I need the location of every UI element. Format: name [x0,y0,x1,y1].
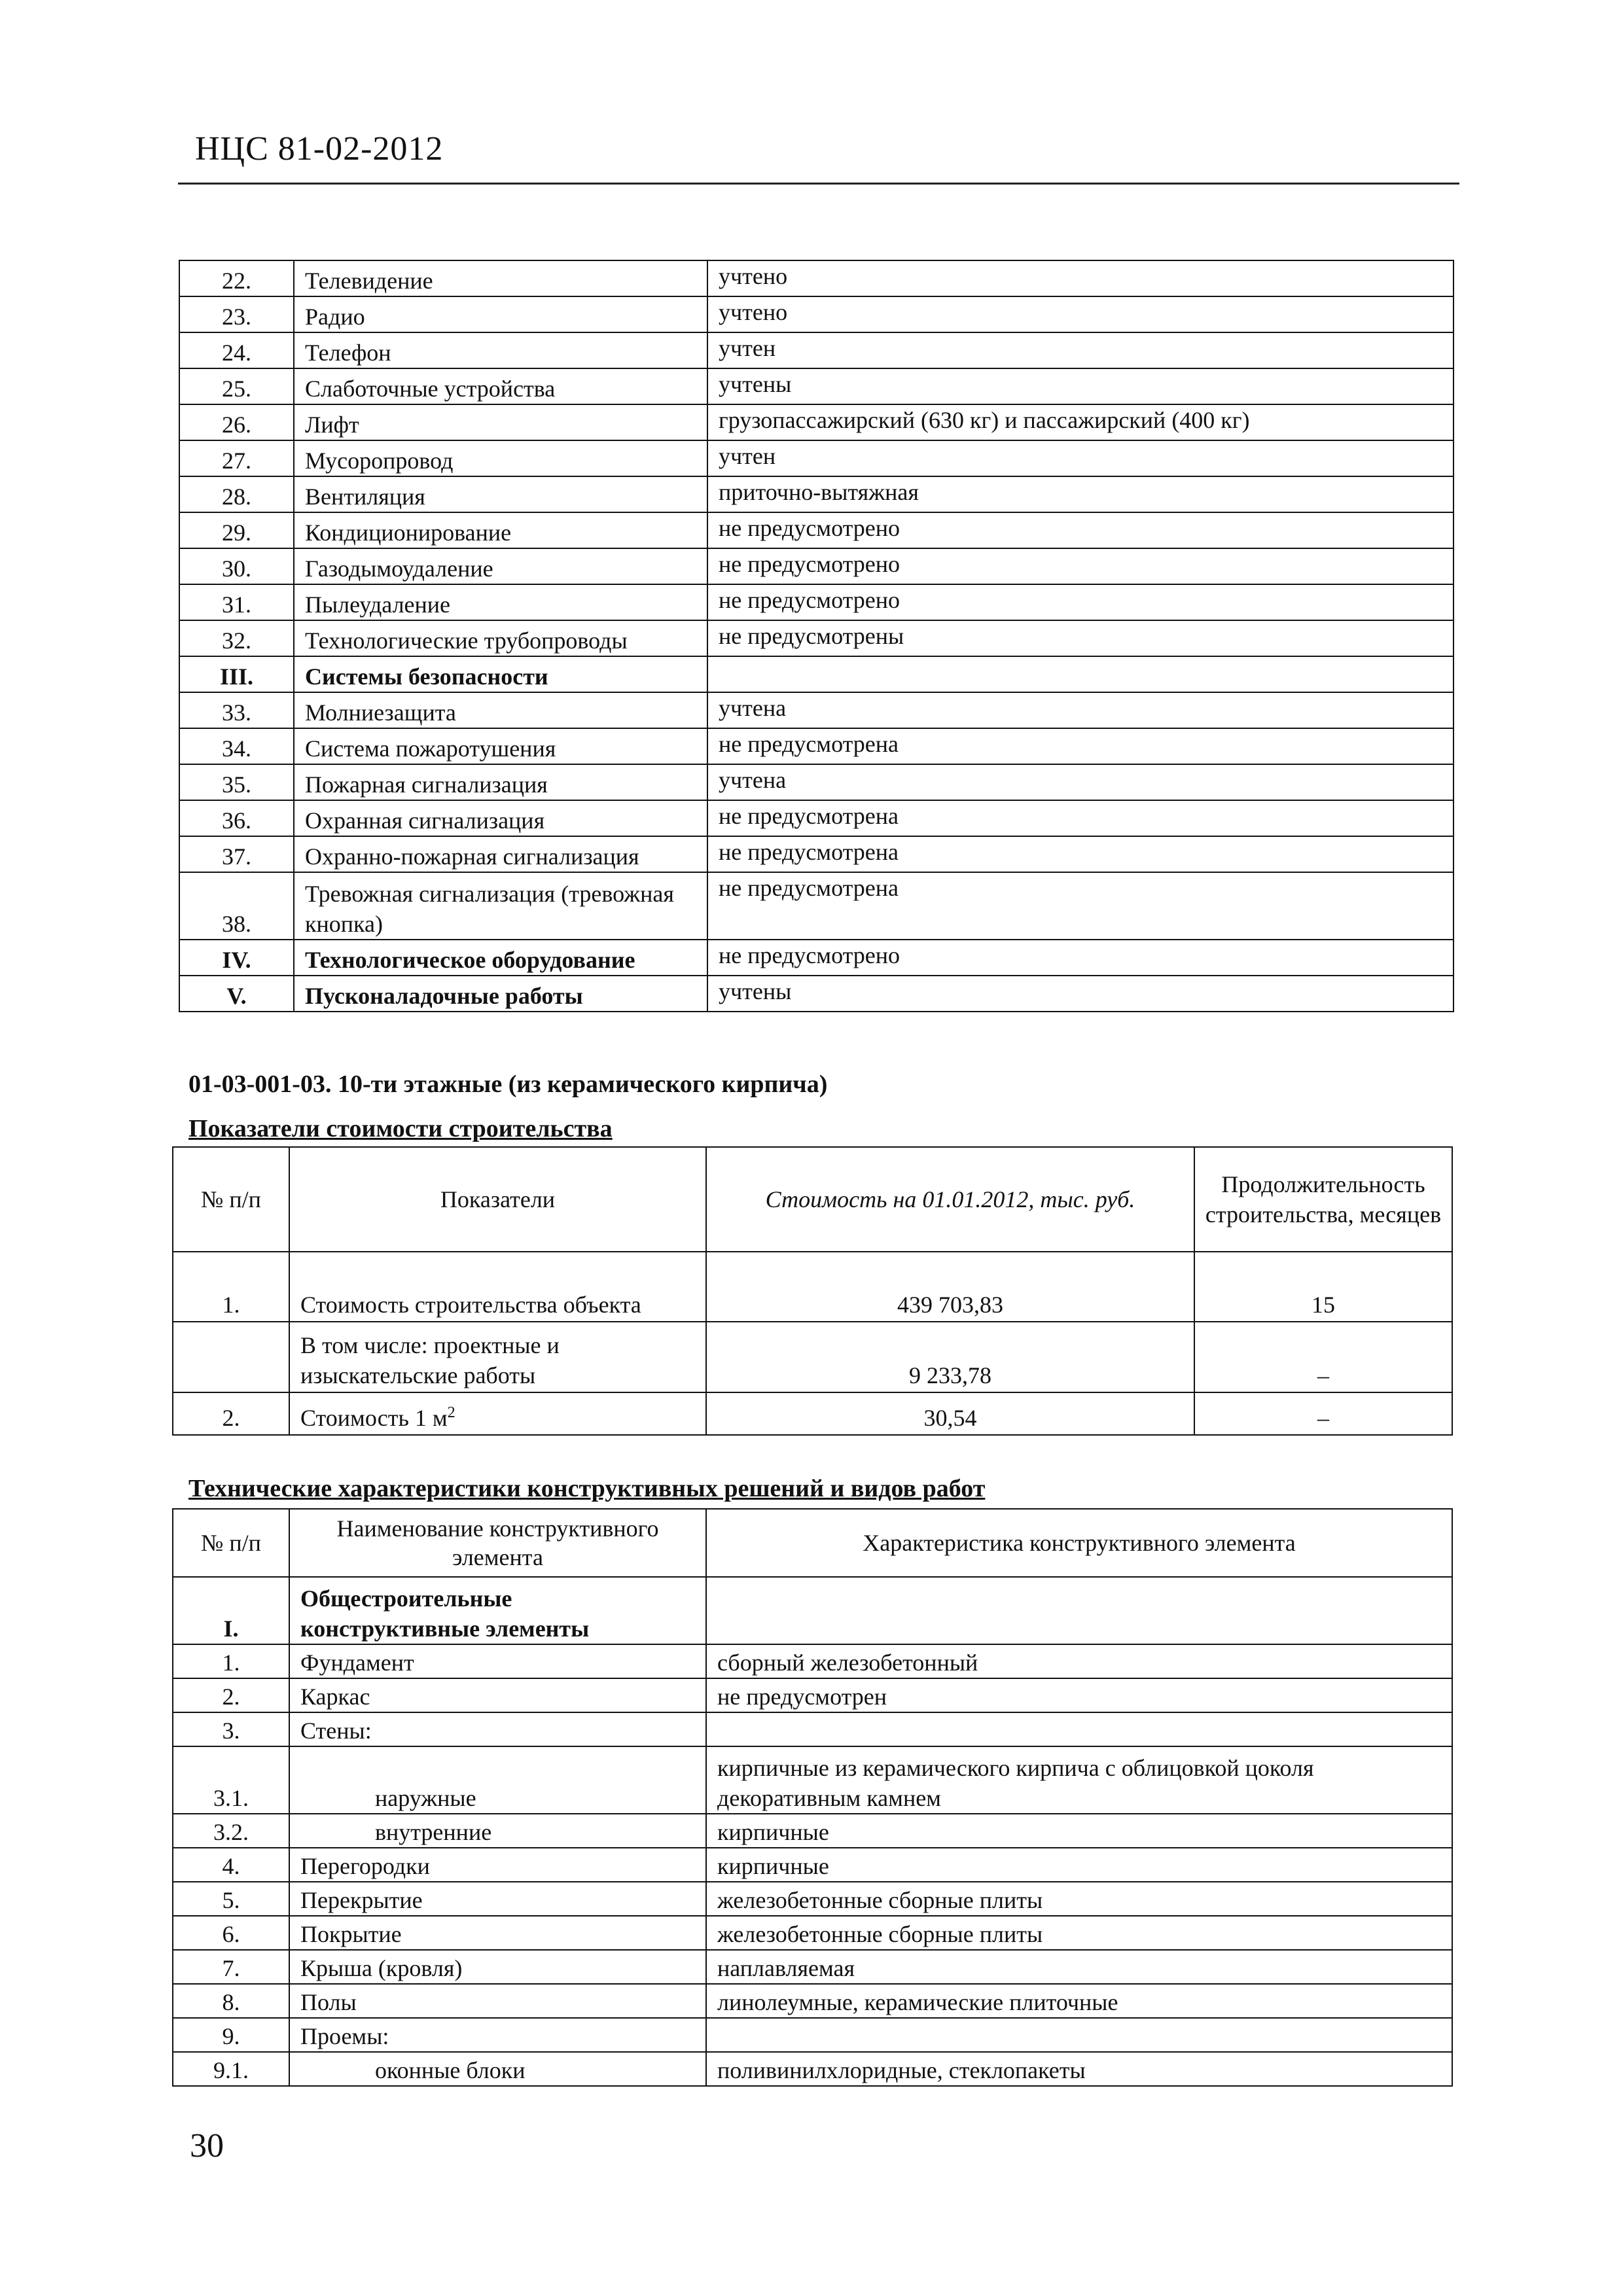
table-row [173,1882,1452,1916]
row-value: не предусмотрено [707,584,1454,620]
row-characteristic: кирпичные из керамического кирпича с облицовкой цоколя декоративным камнем [706,1746,1452,1814]
header-num: № п/п [173,1509,289,1577]
row-value: приточно-вытяжная [707,476,1454,512]
table-row [173,1950,1452,1984]
row-name: Охранно-пожарная сигнализация [294,836,707,872]
row-value: учтено [707,296,1454,332]
row-value: не предусмотрено [707,512,1454,548]
row-value: учтен [707,332,1454,368]
row-element-name: Фундамент [289,1644,706,1678]
row-value: учтены [707,976,1454,1012]
row-name: Мусоропровод [294,440,707,476]
row-characteristic [706,1712,1452,1746]
row-num: V. [179,976,294,1012]
row-num: 25. [179,368,294,404]
row-num: 2. [173,1392,289,1435]
header-indicator: Показатели [289,1147,706,1252]
row-value: учтено [707,260,1454,296]
row-num: IV. [179,940,294,976]
row-value: не предусмотрена [707,836,1454,872]
row-num: 2. [173,1678,289,1712]
table-row [179,692,1454,728]
row-num: 9. [173,2018,289,2052]
row-num: 3. [173,1712,289,1746]
row-num: 37. [179,836,294,872]
row-name: Пожарная сигнализация [294,764,707,800]
row-characteristic: сборный железобетонный [706,1644,1452,1678]
row-num: 1. [173,1252,289,1322]
row-num: III. [179,656,294,692]
row-num: 7. [173,1950,289,1984]
technical-characteristics-table [172,1508,1453,2087]
header-duration: Продолжительность строительства, месяцев [1194,1147,1452,1252]
row-name: Вентиляция [294,476,707,512]
row-name: Слаботочные устройства [294,368,707,404]
table-row [179,368,1454,404]
row-characteristic: не предусмотрен [706,1678,1452,1712]
table-row [179,872,1454,940]
row-name: Газодымоудаление [294,548,707,584]
row-num: 30. [179,548,294,584]
table-row [179,728,1454,764]
row-num: 6. [173,1916,289,1950]
row-cost: 9 233,78 [706,1322,1194,1392]
header-num: № п/п [173,1147,289,1252]
row-name: Лифт [294,404,707,440]
row-num: 35. [179,764,294,800]
table-row [173,2018,1452,2052]
table-row [173,1678,1452,1712]
table-row [179,836,1454,872]
row-name: Система пожаротушения [294,728,707,764]
row-element-name: Стены: [289,1712,706,1746]
table-row [179,940,1454,976]
row-name: Радио [294,296,707,332]
row-value: не предусмотрена [707,872,1454,940]
row-value: не предусмотрена [707,728,1454,764]
row-num: 3.2. [173,1814,289,1848]
row-name: Охранная сигнализация [294,800,707,836]
table-row [173,1916,1452,1950]
row-characteristic [706,1577,1452,1644]
row-element-name: Каркас [289,1678,706,1712]
tech-header-row [173,1509,1452,1577]
row-element-name: оконные блоки [289,2052,706,2086]
header-element-name: Наименование конструктивного элемента [289,1509,706,1577]
page-number: 30 [190,2127,224,2164]
row-cost: 439 703,83 [706,1252,1194,1322]
row-num: 29. [179,512,294,548]
table-row [179,404,1454,440]
table-row [179,764,1454,800]
row-num: 1. [173,1644,289,1678]
table-row [179,620,1454,656]
table-row [179,476,1454,512]
row-num: 9.1. [173,2052,289,2086]
row-element-name: наружные [289,1746,706,1814]
row-num: 27. [179,440,294,476]
row-value: учтены [707,368,1454,404]
row-num: 22. [179,260,294,296]
cost-indicators-table [172,1146,1453,1436]
table-row [179,440,1454,476]
row-num: 28. [179,476,294,512]
row-characteristic: железобетонные сборные плиты [706,1882,1452,1916]
table-row [179,584,1454,620]
table-row [173,1848,1452,1882]
row-value [707,656,1454,692]
row-name: Пусконаладочные работы [294,976,707,1012]
row-name: Системы безопасности [294,656,707,692]
table-row [173,2052,1452,2086]
row-num: 38. [179,872,294,940]
table-row [179,656,1454,692]
table-row [173,1577,1452,1644]
document-code: НЦС 81-02-2012 [195,130,444,168]
row-num: 5. [173,1882,289,1916]
row-value: учтена [707,692,1454,728]
row-indicator-text: Стоимость 1 м [300,1405,448,1431]
row-characteristic: поливинилхлоридные, стеклопакеты [706,2052,1452,2086]
row-characteristic: кирпичные [706,1848,1452,1882]
header-divider [178,183,1459,185]
table-row [179,512,1454,548]
row-duration: 15 [1194,1252,1452,1322]
table-row [179,332,1454,368]
table-row [179,260,1454,296]
row-value: учтен [707,440,1454,476]
row-name: Телевидение [294,260,707,296]
row-num: I. [173,1577,289,1644]
cost-header-row [173,1147,1452,1252]
row-element-name: Перекрытие [289,1882,706,1916]
header-cost: Стоимость на 01.01.2012, тыс. руб. [706,1147,1194,1252]
table-row [179,976,1454,1012]
cost-caption: Показатели стоимости строительства [188,1115,613,1142]
row-name: Молниезащита [294,692,707,728]
row-indicator [289,1392,706,1435]
row-value: не предусмотрено [707,548,1454,584]
table-row [179,296,1454,332]
systems-table [179,260,1454,1012]
row-num: 34. [179,728,294,764]
row-name: Телефон [294,332,707,368]
table-row [173,1392,1452,1435]
row-characteristic: железобетонные сборные плиты [706,1916,1452,1950]
row-num: 24. [179,332,294,368]
header-characteristic: Характеристика конструктивного элемента [706,1509,1452,1577]
row-num: 26. [179,404,294,440]
row-num: 33. [179,692,294,728]
row-num: 3.1. [173,1746,289,1814]
table-row [173,1252,1452,1322]
unit-exponent: 2 [447,1404,455,1421]
row-characteristic [706,2018,1452,2052]
row-num [173,1322,289,1392]
row-name: Тревожная сигнализация (тревожная кнопка) [294,872,707,940]
row-num: 36. [179,800,294,836]
row-element-name: Полы [289,1984,706,2018]
table-row [173,1712,1452,1746]
tech-caption: Технические характеристики конструктивных решений и видов работ [188,1475,986,1502]
row-name: Кондиционирование [294,512,707,548]
table-row [173,1322,1452,1392]
row-duration: – [1194,1392,1452,1435]
row-element-name: Крыша (кровля) [289,1950,706,1984]
table-row [173,1746,1452,1814]
row-characteristic: наплавляемая [706,1950,1452,1984]
row-element-name: Общестроительные конструктивные элементы [289,1577,706,1644]
row-characteristic: линолеумные, керамические плиточные [706,1984,1452,2018]
row-name: Пылеудаление [294,584,707,620]
table-row [173,1984,1452,2018]
table-row [173,1814,1452,1848]
section-title: 01-03-001-03. 10-ти этажные (из керамического кирпича) [188,1070,828,1098]
row-cost: 30,54 [706,1392,1194,1435]
table-row [173,1644,1452,1678]
row-element-name: Перегородки [289,1848,706,1882]
row-duration: – [1194,1322,1452,1392]
row-num: 32. [179,620,294,656]
row-characteristic: кирпичные [706,1814,1452,1848]
row-value: не предусмотрена [707,800,1454,836]
row-element-name: Покрытие [289,1916,706,1950]
row-indicator: В том числе: проектные и изыскательские работы [289,1322,706,1392]
row-value: не предусмотрены [707,620,1454,656]
row-name: Технологические трубопроводы [294,620,707,656]
row-value: грузопассажирский (630 кг) и пассажирский (400 кг) [707,404,1454,440]
row-value: учтена [707,764,1454,800]
row-num: 8. [173,1984,289,2018]
row-num: 4. [173,1848,289,1882]
table-row [179,800,1454,836]
row-num: 23. [179,296,294,332]
row-name: Технологическое оборудование [294,940,707,976]
row-value: не предусмотрено [707,940,1454,976]
table-row [179,548,1454,584]
row-element-name: внутренние [289,1814,706,1848]
row-indicator: Стоимость строительства объекта [289,1252,706,1322]
row-element-name: Проемы: [289,2018,706,2052]
row-num: 31. [179,584,294,620]
